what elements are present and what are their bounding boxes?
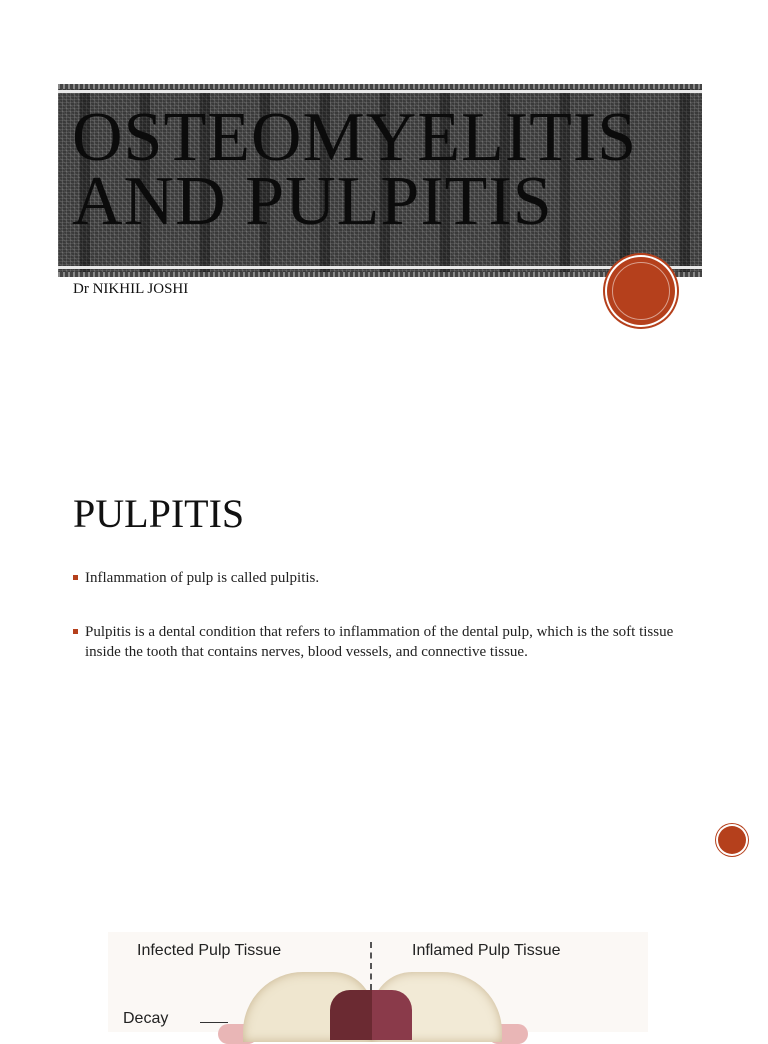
tooth-diagram — [108, 932, 648, 1032]
list-item — [73, 622, 683, 662]
pulp-infected — [330, 990, 372, 1040]
bullet-square-icon — [73, 629, 78, 634]
title-banner — [58, 84, 702, 277]
slide-heading: PULPITIS — [73, 491, 245, 536]
decay-leader-line — [200, 1022, 228, 1023]
figure-label-infected: Infected Pulp Tissue — [137, 942, 282, 959]
figure-label-inflamed: Inflamed Pulp Tissue — [412, 942, 561, 959]
banner-rule-bottom — [58, 266, 702, 269]
list-item — [73, 568, 683, 588]
decorative-circle-icon — [718, 826, 746, 854]
decorative-circle-icon — [607, 257, 675, 325]
figure-slide — [0, 920, 768, 1027]
bullet-text: Inflammation of pulp is called pulpitis. — [85, 570, 320, 586]
bullet-square-icon — [73, 575, 78, 580]
content-slide-pulpitis — [0, 430, 768, 930]
slide-title: OSTEOMYELITIS AND PULPITIS — [72, 99, 638, 240]
banner-edge-bottom — [58, 272, 702, 277]
author-name: Dr NIKHIL JOSHI — [73, 281, 189, 297]
banner-edge-top — [58, 84, 702, 89]
figure-label-decay: Decay — [123, 1010, 169, 1027]
pulp-inflamed — [372, 990, 412, 1040]
bullet-text: Pulpitis is a dental condition that refers to inflammation of the dental pulp, which is the soft tissue inside the tooth that contains nerves, blood vessels, and connective tissue. — [85, 624, 674, 660]
title-slide — [0, 0, 768, 400]
banner-rule-top — [58, 90, 702, 93]
